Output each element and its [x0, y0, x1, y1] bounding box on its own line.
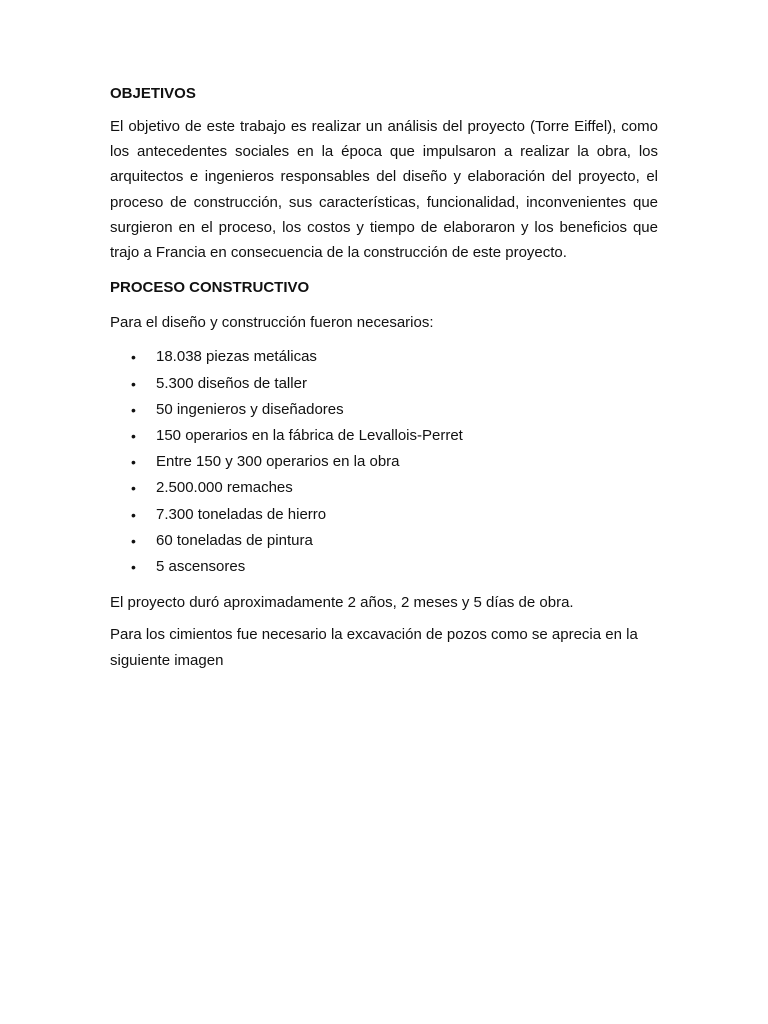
- list-item: [110, 554, 658, 580]
- list-item-text: 5.300 diseños de taller: [156, 374, 307, 392]
- duration-paragraph: El proyecto duró aproximadamente 2 años, 2 meses y 5 días de obra.: [110, 594, 574, 612]
- list-item: [110, 344, 658, 370]
- list-item: [110, 371, 658, 397]
- list-item-text: 50 ingenieros y diseñadores: [156, 400, 344, 418]
- list-item-text: 150 operarios en la fábrica de Levallois-Perret: [156, 427, 463, 445]
- list-item: [110, 397, 658, 423]
- document-page: [110, 84, 658, 673]
- list-item-text: 5 ascensores: [156, 558, 246, 576]
- bullet-icon: •: [131, 454, 136, 471]
- list-item-text: 60 toneladas de pintura: [156, 531, 313, 549]
- bullet-icon: •: [131, 532, 136, 549]
- construction-process-heading: PROCESO CONSTRUCTIVO: [110, 279, 310, 297]
- list-item-text: 2.500.000 remaches: [156, 479, 293, 497]
- list-item: [110, 449, 658, 475]
- bullet-icon: •: [131, 480, 136, 497]
- bullet-icon: •: [131, 401, 136, 418]
- objectives-paragraph: El objetivo de este trabajo es realizar un análisis del proyecto (Torre Eiffel), como los antecedentes sociales en la época que impulsaron a realizar la obra, los arquitectos e ingenieros responsables del diseño y elaboración del proyecto, el proceso de construcción, sus características, funcionalidad, inconvenientes que surgieron en el proceso, los costos y tiempo de elaboraron y los beneficios que trajo a Francia en consecuencia de la construcción de este proyecto.: [110, 118, 658, 262]
- bullet-icon: •: [131, 349, 136, 366]
- list-item: [110, 475, 658, 501]
- bullet-icon: •: [131, 375, 136, 392]
- list-item-text: Entre 150 y 300 operarios en la obra: [156, 453, 400, 471]
- list-item: [110, 423, 658, 449]
- requirements-list: [110, 344, 658, 580]
- requirements-intro: Para el diseño y construcción fueron necesarios:: [110, 314, 434, 332]
- list-item: [110, 502, 658, 528]
- bullet-icon: •: [131, 428, 136, 445]
- list-item-text: 18.038 piezas metálicas: [156, 348, 317, 366]
- list-item: [110, 528, 658, 554]
- list-item-text: 7.300 toneladas de hierro: [156, 505, 327, 523]
- objectives-heading: OBJETIVOS: [110, 85, 196, 102]
- bullet-icon: •: [131, 559, 136, 576]
- bullet-icon: •: [131, 506, 136, 523]
- foundation-paragraph: Para los cimientos fue necesario la excavación de pozos como se aprecia en la siguiente imagen: [110, 626, 638, 669]
